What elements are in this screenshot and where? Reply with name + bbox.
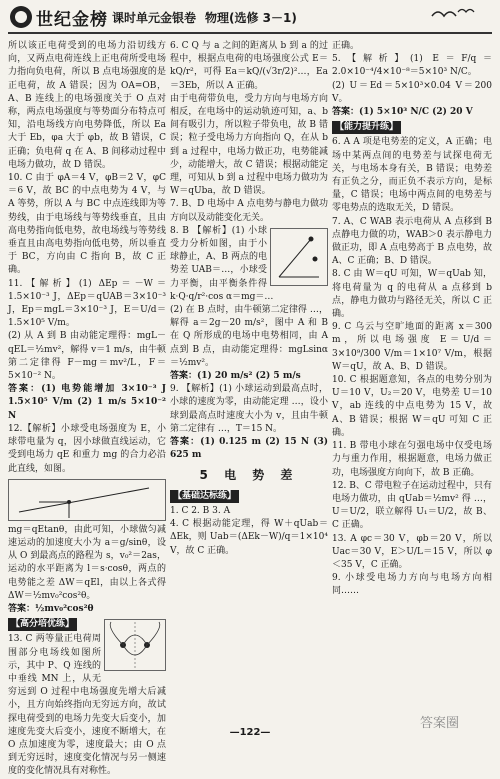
answer-12: 12.【解析】小球受电场强度为 E，小球带电量为 q，因小球做直线运动，它受到电场力 qE 和重力 mg 的合力必沿此直线，如图。 — [8, 423, 166, 474]
field-lines-diagram — [104, 619, 166, 671]
answer-6: 6. C Q 与 a 之间的距离从 b 到 a 的过程中，根据点电荷的电场强度公式 E＝kQ/r²，可得 Ea＝kQ/(√3r/2)²…，Ea＝3Eb，所以 A 正确。 — [170, 41, 328, 91]
page-number: —122— — [229, 727, 271, 738]
answer-5-result: 答案：(1) 5×10³ N/C (2) 20 V — [332, 107, 473, 118]
column-right — [332, 40, 492, 599]
answer-12-right: 12. B、C 带电粒子在运动过程中，只有电场力做功，由 qUab＝½mv² 得 …，U＝U/2，联立解得 U₁＝U/2，故 B、C 正确。 — [332, 480, 492, 531]
answer-9-result: 答案：(1) 0.125 m (2) 15 N (3) 625 m — [170, 437, 328, 461]
answer-12-result: 答案：½mv₀²cos²θ — [8, 603, 94, 614]
brand-name: 世纪金榜 — [36, 10, 108, 30]
answer-continued: 正确。 — [332, 41, 360, 51]
answer-13: 13. C 两等量正电荷周围部分电场线如图所示，其中 P、Q 连线的中垂线 MN 上，从无穷远到 O 过程中电场强度先增大后减小，且方向始终指向无穷远方向，故试探电荷受到的电场力先变大后变小，加速度先变大后变小，速度不断增大，在 O 点加速度为零，速度最大；由 O 点到无穷远时，速度变化情况与另一侧速度的变化情况具有对称性。 — [8, 634, 166, 777]
answer-8-result: 答案：(1) 20 m/s² (2) 5 m/s — [170, 371, 301, 382]
answer-7-right: 7. A、C WAB 表示电荷从 A 点移到 B 点静电力做的功，WAB＞0 表示静电力做正功，即 A 点电势高于 B 点电势，故 A、C 正确；B、D 错误。 — [332, 216, 492, 267]
answer-5: 5.【解析】(1) E＝F/q＝2.0×10⁻⁴/4×10⁻⁸＝5×10³ N/C。 — [332, 54, 492, 78]
answer-10: 10. C 由于 φA＝4 V，φB＝2 V，φC＝6 V，故 BC 的中点电势为 4 V，与 A 等势，所以 A 与 BC 中点连线即为等势线，由于电场线与等势线垂直，且由高电势指向低电势，故电场线与等势线垂直且由高电势指向低电势，所以垂直于 BC，方向由 C 指向 B，故 C 正确。 — [8, 173, 166, 276]
watermark: 答案圈 — [420, 716, 460, 731]
answer-11b: (2) 从 A 到 B 由动能定理得：mgL－qEL＝½mv²，解得 v＝1 m/s，由牛顿第二定律得 F－mg＝mv²/L，F＝5×10⁻² N。 — [8, 331, 166, 382]
answers-1-3: 1. C 2. B 3. A — [170, 505, 231, 516]
series-title: 课时单元金银卷 — [112, 11, 197, 25]
answer-4: 4. C 根据动能定理，得 W＋qUab＝ΔEk，则 Uab＝(ΔEk－W)/q＝1×10⁴ V，故 C 正确。 — [170, 519, 328, 556]
answer-12b: mg＝qEtanθ，由此可知，小球做匀减速运动的加速度大小为 a＝g/sinθ，设从 O 到最高点的路程为 s，v₀²＝2as，运动的水平距离为 l＝s·cosθ，两点的电势能之差 ΔW＝qEl，由以上各式得 ΔW＝½mv₀²cos²θ。 — [8, 524, 166, 601]
answer-paragraph: 所以该正电荷受到的电场力沿切线方向，又两点电荷连线上正电荷所受电场力指向负电荷，所以 B 点电场强度的是正电荷，故 A 错误；因为 OA=OB，A、B 连线上的电场强度关于 O 点对称，两点电场强度与等势面分布特点可知，沿电场线方向电势降低，所以 Ea 大于 Eb，φa 大于 φb，故 B 错误，C 正确；负电荷 q 在 A、B 间移动过程中电场力做功，故 D 错误。 — [8, 41, 166, 170]
brand-logo-icon — [10, 6, 32, 28]
answer-13-right: 13. A φc＝30 V，φb＝20 V，所以 Uac＝30 V，E＞U/L＝15 V，所以 φ＜35 V，C 正确。 — [332, 533, 492, 570]
answer-14-right: 9. 小球受电场力方向与电场方向相同…… — [332, 573, 492, 597]
chapter-title: 5 电 势 差 — [199, 467, 299, 482]
answer-9-right: 9. C 乌云与空旷地面的距离 x＝300 m，所以电场强度 E＝U/d＝3×10⁹/300 V/m＝1×10⁷ V/m，根据 W＝qU，故 A、B、D 错误。 — [332, 322, 492, 372]
answer-8b: (2) 在 B 点时，由牛顿第二定律得 …，解得 a＝2g－20 m/s²，图中 A 和 B 在 Q 所形成的电场中电势相同，由 A 点到 B 点，由动能定理得：mgLsinα＝½mv²。 — [170, 305, 328, 368]
answer-7: 7. B、D 电场中 A 点电势与静电力做功方向以及动能变化无关。 — [170, 199, 328, 223]
header-rule — [8, 32, 492, 34]
column-middle — [170, 40, 328, 558]
column-left — [8, 40, 166, 779]
section-heading-ability: 【能力提升练】 — [332, 121, 401, 134]
section-heading-advanced: 【高分培优练】 — [8, 618, 77, 631]
answer-8-right: 8. C 由 W＝qU 可知，W＝qUab 知，将电荷量为 q 的电荷从 a 点移到 b 点，静电力做功与路径无关，所以 C 正确。 — [332, 269, 492, 320]
subject-title: 物理(选修 3－1) — [205, 11, 297, 25]
birds-decoration-icon — [430, 4, 480, 30]
answer-8: 8. B 【解析】(1) 小球受力分析如图，由于小球静止，A、B 两点的电势差 UAB＝…，小球受力平衡，由平衡条件得 k·Q·q/r²·cos α＝mg＝… — [170, 225, 274, 302]
page-header — [0, 0, 500, 38]
answer-11-right: 11. B 带电小球在匀强电场中仅受电场力与重力作用，根据题意，电场力做正功，电场强度方向向下，故 B 正确。 — [332, 441, 492, 478]
section-heading-basic: 【基础达标练】 — [170, 490, 239, 503]
answer-5b: (2) U＝Ed＝5×10³×0.04 V＝200 V。 — [332, 80, 492, 104]
answer-6b: 由于电荷带负电，受力方向与电场方向相反，在电场中的运动轨迹可知，a、b 间有吸引力，所以粒子带负电，故 B 错误；粒子受电场力方向指向 Q，在从 b 到 a 过程中，电场力做正功，电势能减少，动能增大，故 C 错误；根据动能定理，可知从 b 到 a 过程中电场力做功为 W＝qUba，故 D 错误。 — [170, 93, 328, 197]
force-diagram — [8, 479, 166, 521]
answer-6-right: 6. A A 项是电势差的定义，A 正确；电场中某两点间的电势差与试探电荷无关，与电场本身有关，B 错误；电势差有正负之分，而正负不表示方向，是标量，C 错误；电场中两点间的电势差与零电势点的选取无关，D 错误。 — [332, 137, 492, 214]
charge-diagram — [270, 228, 328, 286]
answer-10-right: 10. C 根据题意知，各点的电势分别为 U＝10 V，U₂＝20 V，电势差 U＝10 V，ab 连线的中点电势为 15 V，故 A、B 错误；根据 W＝qU 可知 C 正确。 — [332, 375, 492, 438]
answer-11-result: 答案：(1) 电势能增加 3×10⁻³ J 1.5×10⁵ V/m (2) 1 m/s 5×10⁻² N — [8, 384, 166, 421]
answer-9: 9. 【解析】(1) 小球运动到最高点时，小球的速度为零，由动能定理 …，设小球到最高点时速度大小为 v，且由牛顿第二定律有 …，T＝15 N。 — [170, 384, 328, 434]
answer-11: 11.【解析】(1) ΔEp＝－W＝1.5×10⁻³ J，ΔEp＝qUAB＝3×10⁻³ J，Ep＝mgL＝3×10⁻³ J，E＝U/d＝1.5×10⁵ V/m。 — [8, 278, 166, 329]
